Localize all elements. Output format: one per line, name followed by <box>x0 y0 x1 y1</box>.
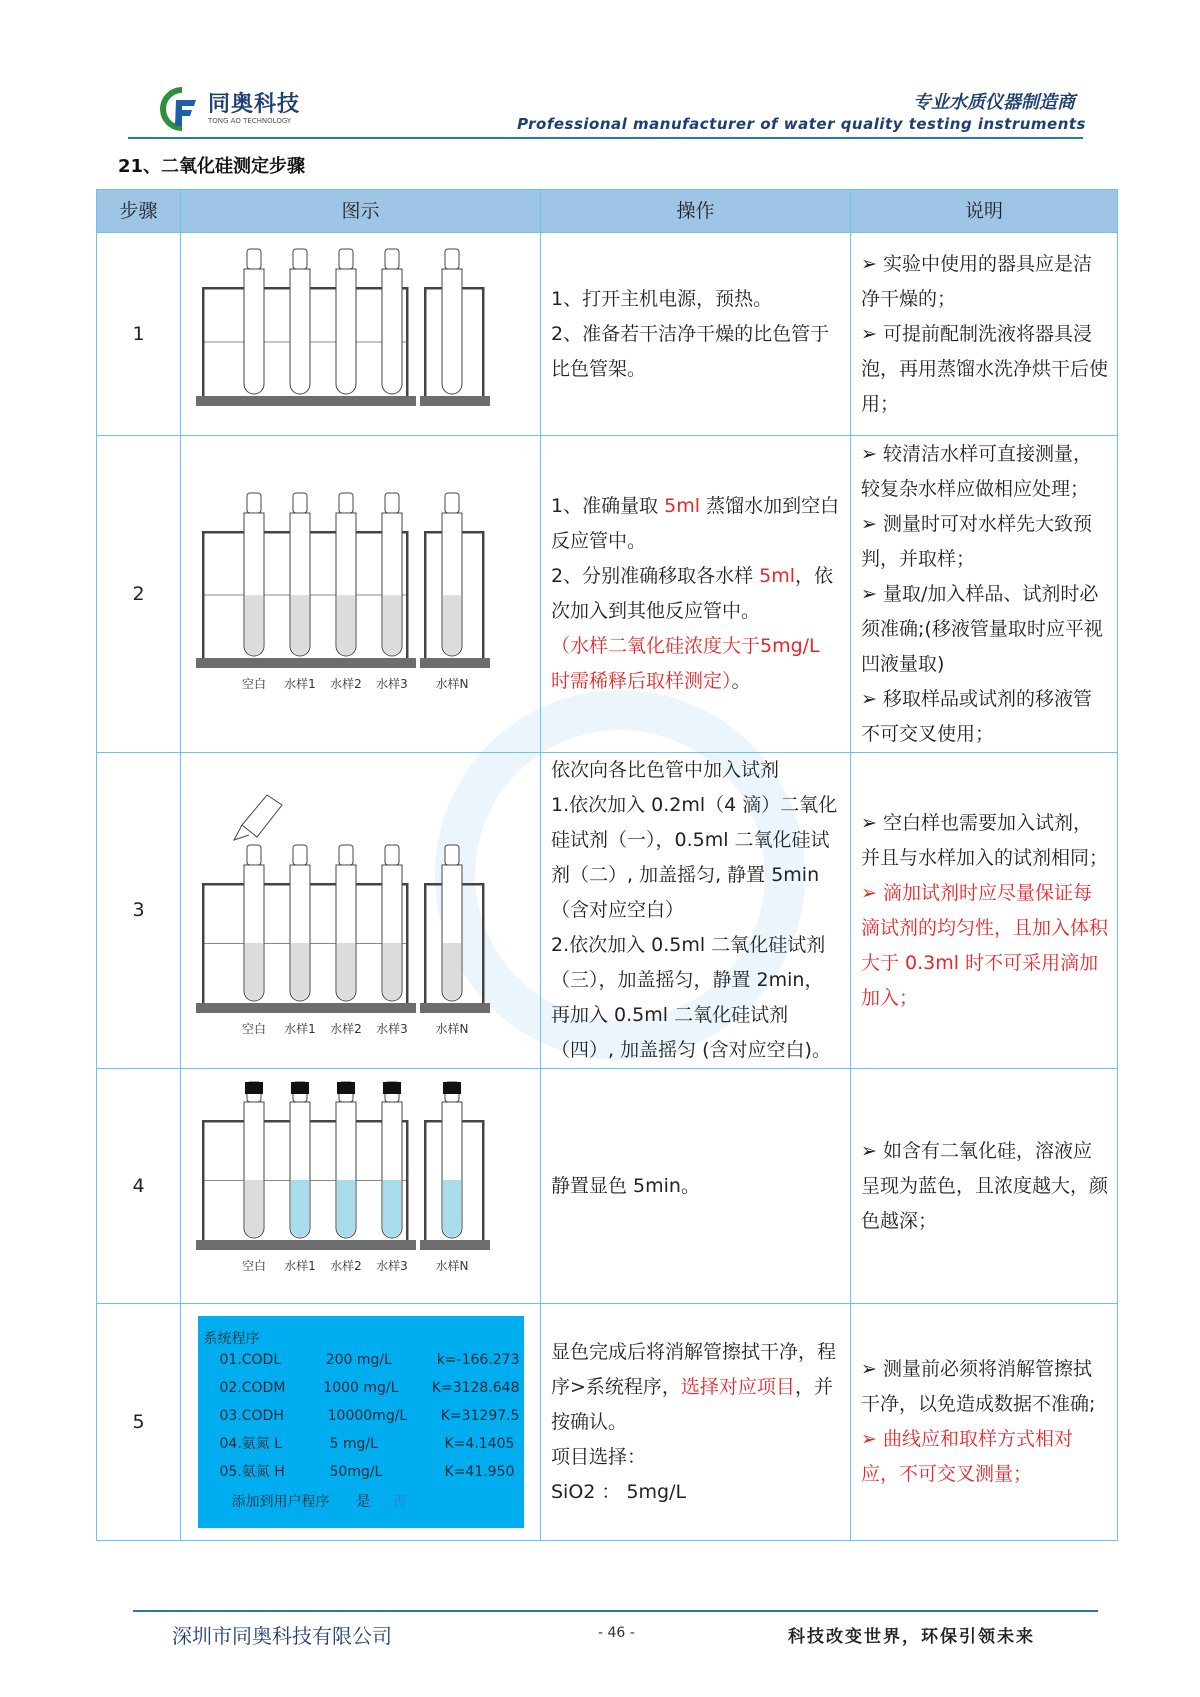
tube-cap <box>385 845 399 865</box>
liquid <box>245 595 263 655</box>
tube-cap <box>445 845 459 865</box>
liquid <box>337 942 355 999</box>
tube-label: 空白 <box>241 1259 267 1273</box>
rack-post <box>406 1120 409 1240</box>
logo-icon <box>158 86 204 132</box>
tube-stopper <box>443 1082 461 1094</box>
op-text: 显色完成后将消解管擦拭干净，程序>系统程序， <box>551 1340 837 1398</box>
tube-cap <box>339 249 353 269</box>
no-option: 否 <box>392 1494 407 1510</box>
tube-label: 空白 <box>241 1021 267 1036</box>
note-item: ➢ 测量前必须将消解管擦拭干净，以免造成数据不准确; <box>861 1358 1096 1415</box>
note-item: ➢ 如含有二氧化硅，溶液应呈现为蓝色，且浓度越大，颜色越深； <box>861 1139 1109 1232</box>
program-k: K=31297.5 <box>440 1408 520 1424</box>
liquid <box>245 942 263 999</box>
tube-cap <box>293 493 307 513</box>
screen-row <box>220 1378 520 1398</box>
op-warning: （水样二氧化硅浓度大于5mg/L 时需稀释后取样测定） <box>551 635 820 692</box>
tube-cap <box>247 249 261 269</box>
steps-table <box>96 189 1118 1541</box>
rack-post <box>424 287 427 396</box>
rack-post <box>424 531 427 658</box>
header-figure: 图示 <box>181 190 541 233</box>
liquid <box>245 1180 263 1237</box>
step-number: 1 <box>97 233 181 436</box>
op-text: 1、准确量取 <box>551 495 659 517</box>
tube-label: 水样2 <box>330 1259 362 1273</box>
notes-cell <box>851 753 1118 1069</box>
logo-text: 同奥科技 <box>208 92 301 117</box>
tube-stopper <box>337 1082 355 1094</box>
rack-base <box>420 1003 490 1013</box>
operation-cell <box>541 436 851 753</box>
tube-label: 水样3 <box>376 1021 408 1036</box>
rack-post <box>406 883 409 1003</box>
tube-label: 水样2 <box>330 1021 362 1036</box>
test-tube <box>336 269 356 394</box>
tube-label: 水样3 <box>376 677 408 691</box>
rack-base <box>420 1240 490 1250</box>
footer-company: 深圳市同奥科技有限公司 <box>172 1624 392 1648</box>
op-highlight: 5ml <box>759 565 796 587</box>
program-range: 50mg/L <box>329 1464 383 1480</box>
tube-label: 水样1 <box>284 677 316 691</box>
op-line: 1.依次加入 0.2ml（4 滴）二氧化硅试剂（一），0.5ml 二氧化硅试剂（二）, 加盖摇匀, 静置 5min（含对应空白） <box>551 794 838 921</box>
program-name: 03.CODH <box>219 1408 284 1424</box>
tube-stopper <box>291 1082 309 1094</box>
op-highlight: 选择对应项目 <box>680 1375 795 1398</box>
note-item: ➢ 可提前配制洗液将器具浸泡，再用蒸馏水洗净烘干后使用； <box>861 322 1109 415</box>
program-range: 5 mg/L <box>329 1436 378 1452</box>
program-range: 200 mg/L <box>325 1352 392 1368</box>
tube-label: 水样N <box>435 1259 469 1273</box>
liquid <box>291 942 309 999</box>
test-tube <box>442 269 462 394</box>
test-tube <box>382 269 402 394</box>
tube-rack-figure <box>182 468 538 708</box>
tagline-cn: 专业水质仪器制造商 <box>913 92 1075 113</box>
logo <box>158 86 300 132</box>
note-item: ➢ 滴加试剂时应尽量保证每滴试剂的均匀性，且加入体积大于 0.3ml 时不可采用滴加加入； <box>861 881 1109 1009</box>
note-item: ➢ 曲线应和取样方式相对应，不可交叉测量； <box>861 1428 1073 1485</box>
note-item: ➢ 量取/加入样品、试剂时必须准确;(移液管量取时应平视凹液量取) <box>861 582 1103 675</box>
screen-row <box>220 1434 520 1454</box>
rack-base <box>420 396 490 406</box>
op-text: 2、分别准确移取各水样 <box>551 565 754 587</box>
operation-cell <box>541 233 851 436</box>
note-item: ➢ 空白样也需要加入试剂，并且与水样加入的试剂相同； <box>861 811 1109 869</box>
rack-post <box>202 531 205 658</box>
tagline-en: Professional manufacturer of water quality testing instruments <box>517 115 1086 133</box>
op-text: 蒸馏水加到空白反应管中。 <box>551 495 840 552</box>
tube-cap <box>445 249 459 269</box>
tube-label: 水样N <box>435 1021 469 1036</box>
tube-cap <box>293 845 307 865</box>
header-operation: 操作 <box>541 190 851 233</box>
liquid <box>337 595 355 655</box>
op-line: 项目选择： <box>551 1445 647 1468</box>
rack-base <box>196 396 416 406</box>
header-divider <box>128 137 1083 139</box>
table-header <box>97 190 1118 233</box>
program-name: 05.氨氮 H <box>219 1464 285 1480</box>
program-k: K=4.1405 <box>444 1436 515 1452</box>
rack-post <box>202 287 205 396</box>
op-line <box>551 629 842 699</box>
screen-title: 系统程序 <box>203 1331 260 1347</box>
figure-cell <box>181 1069 541 1304</box>
rack-post <box>406 287 409 396</box>
tube-rack-figure <box>182 755 538 1055</box>
add-to-user-program-label: 添加到用户程序 <box>231 1494 330 1510</box>
op-line <box>551 489 842 559</box>
figure-cell <box>181 1304 541 1541</box>
note-item: ➢ 测量时可对水样先大致预判，并取样； <box>861 512 1092 570</box>
notes-cell <box>851 233 1118 436</box>
step-number: 5 <box>97 1304 181 1541</box>
figure-cell <box>181 233 541 436</box>
footer-slogan: 科技改变世界，环保引领未来 <box>788 1627 1035 1647</box>
figure-cell <box>181 436 541 753</box>
op-highlight: 5ml <box>664 495 701 517</box>
op-line: 2、准备若干洁净干燥的比色管于比色管架。 <box>551 322 830 380</box>
tube-cap <box>339 493 353 513</box>
tube-label: 水样1 <box>284 1021 316 1036</box>
page-number: - 46 - <box>598 1625 635 1641</box>
step-number: 2 <box>97 436 181 753</box>
step-number: 3 <box>97 753 181 1069</box>
table-row <box>97 1069 1118 1304</box>
op-line: SiO2 ： 5mg/L <box>551 1480 687 1503</box>
notes-cell <box>851 436 1118 753</box>
program-name: 01.CODL <box>219 1352 282 1368</box>
op-text: 。 <box>731 670 751 692</box>
op-text: ，依次加入到其他反应管中。 <box>551 565 834 622</box>
operation-cell <box>541 1069 851 1304</box>
rack-post <box>424 883 427 1003</box>
dropper-bottle-icon <box>242 795 282 837</box>
tube-cap <box>247 845 261 865</box>
logo-subtext: TONG AO TECHNOLOGY <box>208 117 292 125</box>
program-range: 1000 mg/L <box>323 1380 399 1396</box>
op-line: 依次向各比色管中加入试剂 <box>551 759 780 781</box>
rack-post <box>482 287 485 396</box>
rack-post <box>482 1120 485 1240</box>
note-item: ➢ 较清洁水样可直接测量，较复杂水样应做相应处理； <box>861 442 1092 500</box>
op-line: 1、打开主机电源，预热。 <box>551 287 773 310</box>
op-line <box>551 1335 842 1440</box>
notes-cell <box>851 1069 1118 1304</box>
liquid <box>383 1180 401 1237</box>
tube-label: 水样3 <box>376 1259 408 1273</box>
yes-option: 是 <box>356 1494 371 1510</box>
liquid <box>291 595 309 655</box>
rack-base <box>196 1003 416 1013</box>
table-row <box>97 753 1118 1069</box>
rack-base <box>196 658 416 668</box>
liquid <box>443 595 461 655</box>
tube-cap <box>385 493 399 513</box>
tube-cap <box>339 845 353 865</box>
test-tube <box>290 269 310 394</box>
section-title: 21、二氧化硅测定步骤 <box>118 156 306 177</box>
program-name: 02.CODM <box>219 1380 286 1396</box>
test-tube <box>244 269 264 394</box>
liquid <box>443 1180 461 1237</box>
tube-label: 空白 <box>241 677 267 691</box>
operation-cell <box>541 753 851 1069</box>
rack-post <box>406 531 409 658</box>
tube-stopper <box>383 1082 401 1094</box>
screen-bottom <box>232 1485 407 1520</box>
note-item: ➢ 移取样品或试剂的移液管不可交叉使用； <box>861 687 1092 745</box>
tube-cap <box>385 249 399 269</box>
table-row <box>97 1304 1118 1541</box>
notes-cell <box>851 1304 1118 1541</box>
program-k: k=-166.273 <box>436 1352 520 1368</box>
instrument-screen <box>198 1316 524 1528</box>
header-notes: 说明 <box>851 190 1118 233</box>
header-step: 步骤 <box>97 190 181 233</box>
rack-post <box>482 531 485 658</box>
screen-row <box>220 1406 520 1426</box>
tube-cap <box>445 493 459 513</box>
rack-post <box>202 883 205 1003</box>
op-line <box>551 559 842 629</box>
tube-label: 水样N <box>435 677 469 691</box>
rack-base <box>196 1240 416 1250</box>
op-line: 静置显色 5min。 <box>551 1174 700 1197</box>
program-k: K=41.950 <box>444 1464 515 1480</box>
tube-rack-figure <box>182 234 538 422</box>
note-item: ➢ 实验中使用的器具应是洁净干燥的； <box>861 252 1092 310</box>
program-range: 10000mg/L <box>327 1408 408 1424</box>
tube-stopper <box>245 1082 263 1094</box>
tube-label: 水样1 <box>284 1259 316 1273</box>
operation-cell <box>541 1304 851 1541</box>
program-name: 04.氨氮 L <box>219 1436 283 1452</box>
liquid <box>383 595 401 655</box>
tube-rack-figure <box>182 1070 538 1290</box>
tube-cap <box>247 493 261 513</box>
tube-label: 水样2 <box>330 677 362 691</box>
liquid <box>337 1180 355 1237</box>
screen-row <box>220 1350 520 1370</box>
screen-row <box>220 1462 520 1482</box>
liquid <box>443 942 461 999</box>
op-line: 2.依次加入 0.5ml 二氧化硅试剂（三），加盖摇匀，静置 2min，再加入 0.5ml 二氧化硅试剂（四）, 加盖摇匀 (含对应空白)。 <box>551 934 831 1061</box>
figure-cell <box>181 753 541 1069</box>
table-row <box>97 233 1118 436</box>
rack-post <box>424 1120 427 1240</box>
rack-base <box>420 658 490 668</box>
liquid <box>383 942 401 999</box>
liquid <box>291 1180 309 1237</box>
op-text: ，并按确认。 <box>551 1375 833 1433</box>
table-row <box>97 436 1118 753</box>
rack-post <box>482 883 485 1003</box>
footer-divider <box>133 1610 1098 1612</box>
step-number: 4 <box>97 1069 181 1304</box>
program-k: K=3128.648 <box>431 1380 520 1396</box>
tube-cap <box>293 249 307 269</box>
rack-post <box>202 1120 205 1240</box>
